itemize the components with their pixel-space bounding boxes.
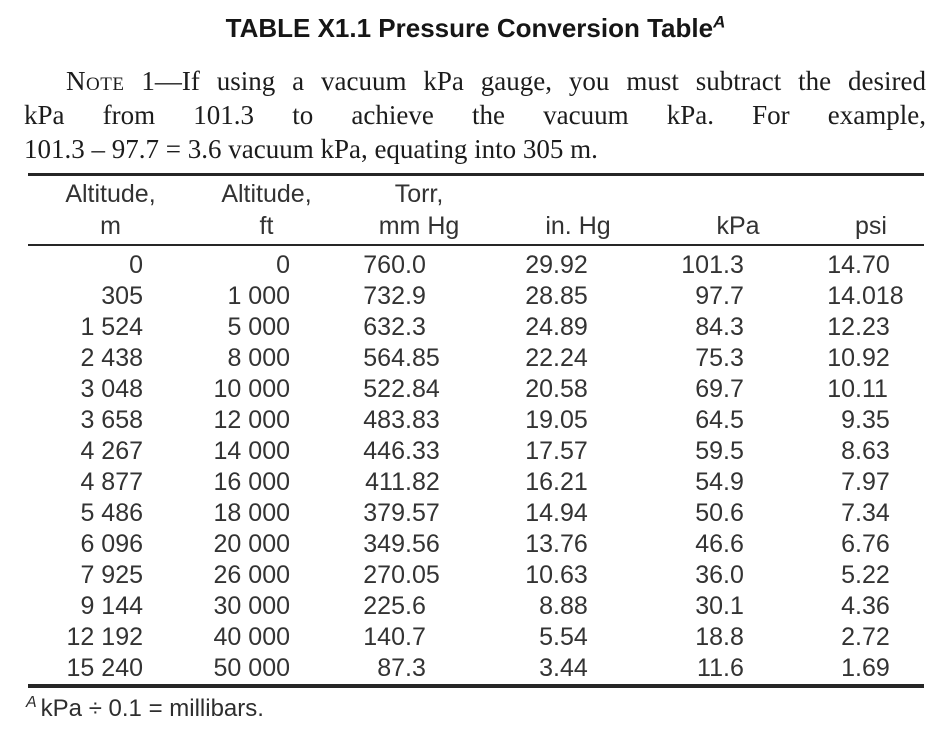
table-cell: 3 048 xyxy=(80,375,143,403)
table-cell: 75.3 xyxy=(695,344,744,372)
table-cell: 2 438 xyxy=(80,344,143,372)
table-cell: 59.5 xyxy=(695,437,744,465)
table-cell: 12 192 xyxy=(66,623,143,651)
table-row xyxy=(28,436,924,467)
table-row xyxy=(28,405,924,436)
table-cell: 8.63 xyxy=(841,437,890,465)
table-cell: 97.7 xyxy=(695,282,744,310)
table-cell: 4.36 xyxy=(841,592,890,620)
table-cell: 101.3 xyxy=(681,251,744,279)
table-cell: 379.57 xyxy=(363,499,440,527)
table-body xyxy=(28,245,924,686)
table-cell: 760.0 xyxy=(363,251,426,279)
table-row xyxy=(28,312,924,343)
table-cell: 3.44 xyxy=(539,654,588,682)
table-cell: 13.76 xyxy=(525,530,588,558)
table-row xyxy=(28,560,924,591)
table-row xyxy=(28,591,924,622)
col-header-torr-line2: mm Hg xyxy=(340,209,498,245)
table-cell: 2.72 xyxy=(841,623,890,651)
table-cell: 6.76 xyxy=(841,530,890,558)
table-cell: 26 000 xyxy=(213,561,290,589)
table-cell: 14.70 xyxy=(827,251,890,279)
table-cell: 84.3 xyxy=(695,313,744,341)
table-cell: 15 240 xyxy=(66,654,143,682)
note-paragraph xyxy=(24,64,926,166)
table-cell: 18 000 xyxy=(213,499,290,527)
note-line-2: kPa from 101.3 to achieve the vacuum kPa. For example, xyxy=(24,100,926,130)
note-line-1-text: 1—If using a vacuum kPa gauge, you must subtract the desired xyxy=(124,66,926,96)
table-cell: 483.83 xyxy=(363,406,440,434)
table-cell: 10.11 xyxy=(827,375,888,403)
table-cell: 6 096 xyxy=(80,530,143,558)
table-cell: 40 000 xyxy=(213,623,290,651)
table-title-text: TABLE X1.1 Pressure Conversion Table xyxy=(225,13,714,43)
table-cell: 9.35 xyxy=(841,406,890,434)
table-cell: 10.63 xyxy=(525,561,588,589)
table-cell: 54.9 xyxy=(695,468,744,496)
table-row xyxy=(28,529,924,560)
note-line-3: 101.3 – 97.7 = 3.6 vacuum kPa, equating into 305 m. xyxy=(24,134,598,164)
table-cell: 140.7 xyxy=(363,623,426,651)
table-cell: 632.3 xyxy=(363,313,426,341)
col-header-altitude-m-line1: Altitude, xyxy=(65,180,156,208)
table-cell: 16.21 xyxy=(525,468,588,496)
pressure-conversion-table xyxy=(28,173,924,688)
table-cell: 24.89 xyxy=(525,313,588,341)
header-row-1 xyxy=(28,175,924,210)
table-cell: 225.6 xyxy=(363,592,426,620)
table-cell: 3 658 xyxy=(80,406,143,434)
table-cell: 18.8 xyxy=(695,623,744,651)
table-cell: 14 000 xyxy=(213,437,290,465)
table-cell: 12.23 xyxy=(827,313,890,341)
table-row xyxy=(28,245,924,281)
table-header xyxy=(28,175,924,246)
table-row xyxy=(28,653,924,686)
table-cell: 22.24 xyxy=(525,344,588,372)
table-cell: 0 xyxy=(276,251,290,279)
table-cell: 36.0 xyxy=(695,561,744,589)
col-header-psi-line1 xyxy=(818,175,924,210)
table-cell: 16 000 xyxy=(213,468,290,496)
table-cell: 20 000 xyxy=(213,530,290,558)
table-cell: 14.018 xyxy=(827,282,904,310)
table-cell: 446.33 xyxy=(363,437,440,465)
table-cell: 0 xyxy=(129,251,143,279)
table-row xyxy=(28,467,924,498)
table-title xyxy=(0,13,951,43)
table-cell: 7.97 xyxy=(841,468,890,496)
col-header-kpa-line2: kPa xyxy=(658,209,818,245)
table-cell: 5.54 xyxy=(539,623,588,651)
col-header-torr-line1: Torr, xyxy=(394,180,444,208)
footnote-text: kPa ÷ 0.1 = millibars. xyxy=(40,695,264,722)
table-cell: 14.94 xyxy=(525,499,588,527)
table-cell: 12 000 xyxy=(213,406,290,434)
col-header-altitude-ft-line1: Altitude, xyxy=(221,180,312,208)
col-header-inhg-line2: in. Hg xyxy=(498,209,658,245)
table-cell: 29.92 xyxy=(525,251,588,279)
table-title-superscript: A xyxy=(713,12,726,32)
table-cell: 20.58 xyxy=(525,375,588,403)
table-cell: 411.82 xyxy=(365,468,440,496)
table-row xyxy=(28,343,924,374)
table-cell: 5 000 xyxy=(227,313,290,341)
table-cell: 1 524 xyxy=(80,313,143,341)
table-cell: 732.9 xyxy=(363,282,426,310)
table-cell: 4 877 xyxy=(80,468,143,496)
table-cell: 270.05 xyxy=(363,561,440,589)
table-cell: 19.05 xyxy=(525,406,588,434)
table-row xyxy=(28,622,924,653)
table-cell: 10 000 xyxy=(213,375,290,403)
table-cell: 522.84 xyxy=(363,375,440,403)
table-cell: 349.56 xyxy=(363,530,440,558)
table-cell: 7.34 xyxy=(841,499,890,527)
table-cell: 7 925 xyxy=(80,561,143,589)
table-row xyxy=(28,498,924,529)
note-line-1 xyxy=(24,64,926,98)
table-row xyxy=(28,281,924,312)
table-cell: 5 486 xyxy=(80,499,143,527)
col-header-kpa-line1 xyxy=(658,175,818,210)
table-cell: 17.57 xyxy=(525,437,588,465)
table-cell: 1 000 xyxy=(227,282,290,310)
table-cell: 9 144 xyxy=(80,592,143,620)
table-cell: 305 xyxy=(101,282,143,310)
header-row-2 xyxy=(28,209,924,245)
footnote-superscript: A xyxy=(26,694,37,711)
table-cell: 564.85 xyxy=(363,344,440,372)
col-header-inhg-line1 xyxy=(498,175,658,210)
table-cell: 87.3 xyxy=(377,654,426,682)
table-row xyxy=(28,374,924,405)
table-cell: 4 267 xyxy=(80,437,143,465)
table-cell: 69.7 xyxy=(695,375,744,403)
table-cell: 10.92 xyxy=(827,344,890,372)
table-cell: 5.22 xyxy=(841,561,890,589)
footnote xyxy=(26,694,264,724)
table-cell: 50.6 xyxy=(695,499,744,527)
table-cell: 30.1 xyxy=(695,592,744,620)
note-label: Note xyxy=(66,66,125,96)
table-cell: 50 000 xyxy=(213,654,290,682)
col-header-altitude-m-line2: m xyxy=(28,209,193,245)
table-cell: 30 000 xyxy=(213,592,290,620)
table-cell: 64.5 xyxy=(695,406,744,434)
table-cell: 8 000 xyxy=(227,344,290,372)
table-cell: 1.69 xyxy=(841,654,890,682)
col-header-psi-line2: psi xyxy=(818,209,924,245)
col-header-altitude-ft-line2: ft xyxy=(193,209,340,245)
table-cell: 46.6 xyxy=(695,530,744,558)
table-cell: 8.88 xyxy=(539,592,588,620)
table-cell: 11.6 xyxy=(697,654,744,682)
pressure-conversion-table-wrap xyxy=(28,173,924,688)
table-cell: 28.85 xyxy=(525,282,588,310)
